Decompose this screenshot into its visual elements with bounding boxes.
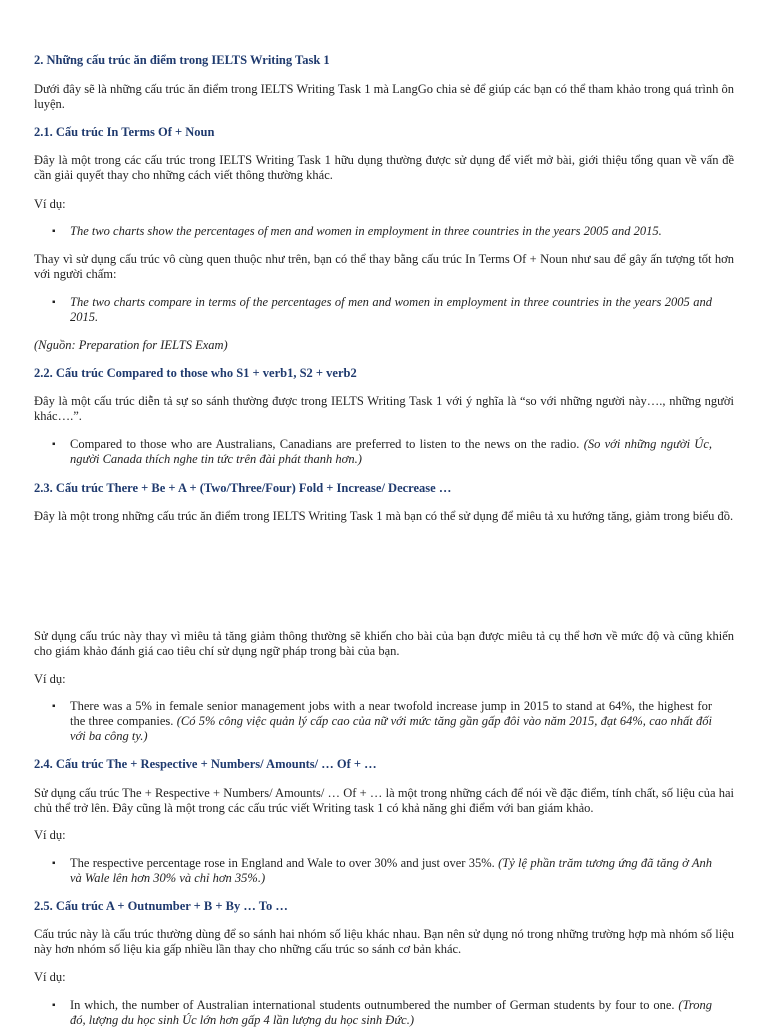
section-2-1-desc-2: Thay vì sử dụng cấu trúc vô cùng quen thuộc như trên, bạn có thể thay bằng cấu trúc In Terms Of + Noun như sau để gây ấn tượng tốt hơn với người chấm:: [34, 252, 734, 281]
section-2-3-desc: Đây là một trong những cấu trúc ăn điểm trong IELTS Writing Task 1 mà bạn có thể sử dụng để miêu tả xu hướng tăng, giảm trong biểu đồ.: [34, 509, 734, 523]
section-2-4-desc: Sử dụng cấu trúc The + Respective + Numbers/ Amounts/ … Of + … là một trong những cách để nói về đặc điểm, tính chất, số liệu của hai chủ thể trở lên. Đây cũng là một trong các cấu trúc viết Writing task 1 có khả năng ghi điểm với ban giám khảo.: [34, 786, 734, 815]
section-2-5-desc: Cấu trúc này là cấu trúc thường dùng để so sánh hai nhóm số liệu khác nhau. Bạn nên sử dụng nó trong những trường hợp mà nhóm số liệu này hơn nhóm số liệu kia gấp nhiều lần thay cho những cấu trúc so sánh cơ bản khác.: [34, 927, 734, 956]
section-2-1-source: (Nguồn: Preparation for IELTS Exam): [34, 338, 228, 352]
section-2-5-example-text: In which, the number of Australian international students outnumbered the number of German students by four to one.: [70, 998, 675, 1012]
section-2-1-example-2: The two charts compare in terms of the percentages of men and women in employment in three countries in the years 2005 and 2015.: [70, 295, 712, 324]
bullet-icon: ▪: [52, 858, 56, 869]
bullet-icon: ▪: [52, 297, 56, 308]
section-2-3-example-label: Ví dụ:: [34, 672, 66, 686]
section-2-2-desc: Đây là một cấu trúc diễn tả sự so sánh thường được trong IELTS Writing Task 1 với ý nghĩa là “so với những người này…., những người khác….”.: [34, 394, 734, 423]
list-item: [52, 437, 712, 467]
section-2-1-desc: Đây là một trong các cấu trúc trong IELTS Writing Task 1 hữu dụng thường được sử dụng để viết mở bài, giới thiệu tổng quan về vấn đề cần giải quyết thay cho những cách viết thông thường khác.: [34, 153, 734, 182]
section-2-1-example: The two charts show the percentages of men and women in employment in three countries in the years 2005 and 2015.: [70, 224, 662, 238]
bullet-icon: ▪: [52, 226, 56, 237]
section-2-2-example: [70, 437, 712, 467]
section-2-intro: Dưới đây sẽ là những cấu trúc ăn điểm trong IELTS Writing Task 1 mà LangGo chia sẻ để giúp các bạn có thể tham khảo trong quá trình ôn luyện.: [34, 82, 734, 111]
list-item: [52, 699, 712, 744]
section-2-3-heading: 2.3. Cấu trúc There + Be + A + (Two/Three/Four) Fold + Increase/ Decrease …: [34, 481, 452, 495]
section-2-3-example: [70, 699, 712, 744]
section-2-4-heading: 2.4. Cấu trúc The + Respective + Numbers/ Amounts/ … Of + …: [34, 757, 377, 771]
section-2-3-example-text: There was a 5% in female senior management jobs with a near twofold increase jump in 2015 to stand at 64%, the highest for the three companies.: [70, 699, 712, 728]
section-2-4-example: [70, 856, 712, 886]
section-2-heading: 2. Những cấu trúc ăn điểm trong IELTS Writing Task 1: [34, 53, 330, 67]
section-2-1-heading: 2.1. Cấu trúc In Terms Of + Noun: [34, 125, 215, 139]
section-2-3-example-translation: (Có 5% công việc quản lý cấp cao của nữ với mức tăng gần gấp đôi vào năm 2015, đạt 64%, cao nhất đối với ba công ty.): [70, 714, 713, 743]
section-2-1-example-label: Ví dụ:: [34, 197, 66, 211]
section-2-5-example-label: Ví dụ:: [34, 970, 66, 984]
section-2-5-example-translation: (Trong đó, lượng du học sinh Úc lớn hơn gấp 4 lần lượng du học sinh Đức.): [70, 998, 712, 1027]
list-item: [52, 856, 712, 886]
section-2-5-heading: 2.5. Cấu trúc A + Outnumber + B + By … To …: [34, 899, 288, 913]
bullet-icon: ▪: [52, 439, 56, 450]
list-item: [52, 295, 712, 325]
section-2-4-example-translation: (Tỷ lệ phần trăm tương ứng đã tăng ở Anh và Wale lên hơn 30% và chỉ hơn 35%.): [70, 856, 713, 885]
section-2-3-desc-2: Sử dụng cấu trúc này thay vì miêu tả tăng giảm thông thường sẽ khiến cho bài của bạn được miêu tả cụ thể hơn về mức độ và cũng khiến cho giám khảo đánh giá cao tiêu chí sử dụng ngữ pháp trong bài của bạn.: [34, 629, 734, 658]
bullet-icon: ▪: [52, 1000, 56, 1011]
section-2-2-example-text: Compared to those who are Australians, Canadians are preferred to listen to the news on the radio.: [70, 437, 580, 451]
section-2-4-example-label: Ví dụ:: [34, 828, 66, 842]
list-item: [52, 224, 712, 239]
section-2-2-heading: 2.2. Cấu trúc Compared to those who S1 + verb1, S2 + verb2: [34, 366, 357, 380]
section-2-4-example-text: The respective percentage rose in England and Wale to over 30% and just over 35%.: [70, 856, 495, 870]
bullet-icon: ▪: [52, 701, 56, 712]
section-2-2-example-translation: (So với những người Úc, người Canada thích nghe tin tức trên đài phát thanh hơn.): [70, 437, 712, 466]
